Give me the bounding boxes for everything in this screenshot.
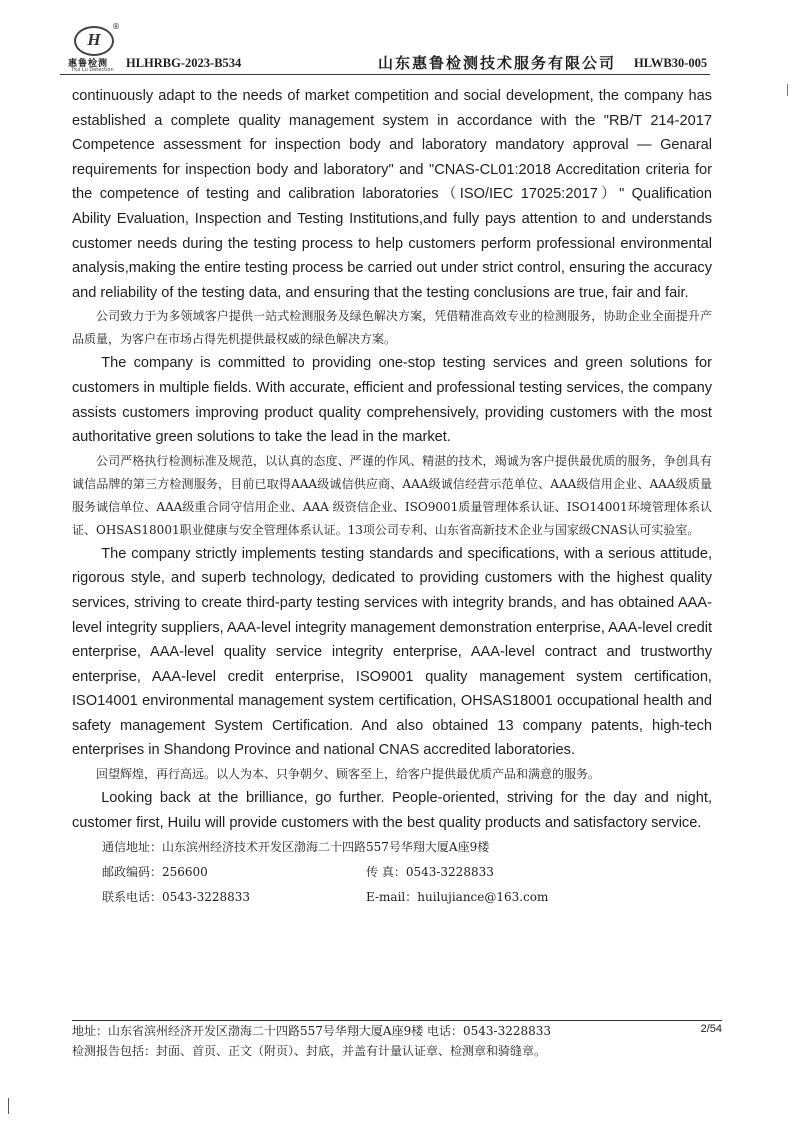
footer-address: 地址：山东省滨州经济开发区渤海二十四路557号华翔大厦A座9楼 电话：0543-3228833 <box>72 1024 552 1038</box>
logo-en-text: Hui Lu Detection <box>72 67 114 73</box>
paragraph-cn-3: 回望辉煌，再行高远。以人为本、只争朝夕、顾客至上，给客户提供最优质产品和满意的服务。 <box>96 767 601 782</box>
contact-phone: 联系电话：0543-3228833 <box>102 890 251 905</box>
paragraph-en-4: Looking back at the brilliance, go further. People-oriented, striving for the day and night, customer first, Huilu will provide customers with the best quality products and satisfactory service. <box>72 790 712 831</box>
logo-glyph: H <box>87 30 101 49</box>
contact-address: 通信地址：山东滨州经济技术开发区渤海二十四路557号华翔大厦A座9楼 <box>102 840 490 855</box>
company-name: 山东惠鲁检测技术服务有限公司 <box>378 54 617 72</box>
contact-block <box>72 835 712 910</box>
scan-edge-mark <box>8 1098 9 1114</box>
contact-fax: 传 真：0543-3228833 <box>366 865 494 880</box>
page-header <box>60 22 710 75</box>
paragraph-cn-2: 公司严格执行检测标准及规范，以认真的态度、严谨的作风、精湛的技术，竭诚为客户提供最优质的服务，争创具有诚信品牌的第三方检测服务，目前已取得AAA级诚信供应商、AAA级诚信经营示范单位、AAA级信用企业、AAA级质量服务诚信单位、AAA级重合同守信用企业、AAA 级资信企业、ISO9001质量管理体系认证、ISO14001环境管理体系认证、OHSAS18001职业健康与安全管理体系认证。13项公司专利、山东省高新技术企业与国家级CNAS认可实验室。 <box>72 453 712 537</box>
paragraph-en-2: The company is committed to providing one-stop testing services and green solutions for customers in multiple fields. With accurate, efficient and professional testing services, the company assists customers improving product quality comprehensively, providing customers with the most authoritative green solutions to take the lead in the market. <box>72 355 712 446</box>
report-number: HLHRBG-2023-B534 <box>126 56 242 70</box>
logo-cn-text: 惠鲁检测 <box>68 59 109 69</box>
document-body <box>72 84 712 910</box>
form-number: HLWB30-005 <box>634 56 708 70</box>
paragraph-en-1: continuously adapt to the needs of market competition and social development, the company has established a complete quality management system in accordance with the "RB/T 214-2017 Competence assessment for inspection body and laboratory mandatory approval — Genaral requirements for inspection body and laboratory" and "CNAS-CL01:2018 Accreditation criteria for the competence of testing and calibration laboratories（ISO/IEC 17025:2017）" Qualification Ability Evaluation, Inspection and Testing Institutions,and fully pays attention to and understands customer needs during the testing process to help customers perform professional environmental analysis,making the entire testing process be carried out under strict control, ensuring the accuracy and reliability of the testing data, and ensuring that the testing conclusions are true, fair and fair. <box>72 88 712 301</box>
company-logo <box>68 22 120 73</box>
page-footer <box>72 1020 722 1061</box>
paragraph-cn-1: 公司致力于为多领域客户提供一站式检测服务及绿色解决方案，凭借精准高效专业的检测服务，协助企业全面提升产品质量，为客户在市场占得先机提供最权威的绿色解决方案。 <box>72 309 712 347</box>
footer-note: 检测报告包括：封面、首页、正文（附页）、封底，并盖有计量认证章、检测章和骑缝章。 <box>72 1044 547 1058</box>
contact-postcode: 邮政编码：256600 <box>102 865 208 880</box>
registered-mark: ® <box>112 22 120 31</box>
page-number: 2/54 <box>700 1023 722 1035</box>
contact-email: E-mail：huilujiance@163.com <box>366 890 549 905</box>
scan-edge-mark-right <box>787 84 788 96</box>
logo-mark-icon <box>74 26 114 56</box>
paragraph-en-3: The company strictly implements testing standards and specifications, with a serious attitude, rigorous style, and superb technology, dedicated to providing customers with the highest quality services, striving to create third-party testing services with integrity brands, and has obtained AAA-level integrity suppliers, AAA-level integrity management demonstration enterprise, AAA-level credit enterprise, AAA-level quality service integrity enterprise, AAA-level contract and trustworthy enterprise, AAA-level credit enterprise, ISO9001 quality management system certification, ISO14001 environmental management system certification, OHSAS18001 occupational health and safety management System Certification. And also obtained 13 company patents, high-tech enterprises in Shandong Province and national CNAS accredited laboratories. <box>72 545 713 759</box>
